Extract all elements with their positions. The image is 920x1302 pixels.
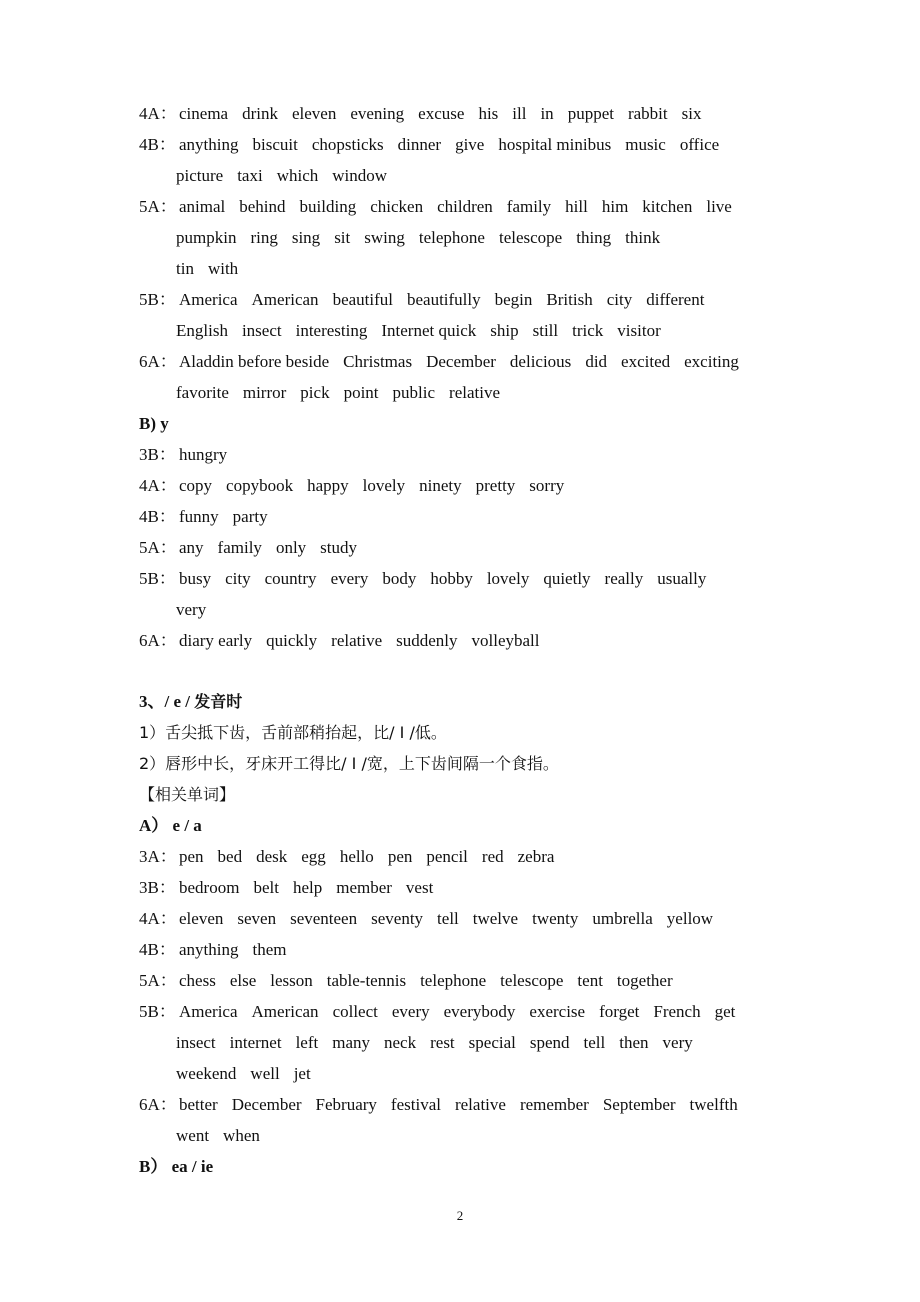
word: building [299, 197, 357, 216]
line-label: 6A： [139, 352, 177, 371]
word: Christmas [343, 352, 413, 371]
word: any [179, 538, 204, 557]
word: drink [242, 104, 278, 123]
word: ninety [419, 476, 462, 495]
word: happy [307, 476, 349, 495]
text-line [176, 383, 820, 414]
word: excuse [418, 104, 465, 123]
note-text: 1）舌尖抵下齿，舌前部稍抬起，比/ I /低。 [139, 723, 447, 742]
word: diary early [179, 631, 253, 650]
word: left [295, 1033, 319, 1052]
word: exercise [529, 1002, 586, 1021]
text-line [139, 104, 820, 135]
word: American [251, 1002, 319, 1021]
word: visitor [617, 321, 661, 340]
word: tent [577, 971, 603, 990]
text-line [139, 290, 820, 321]
word: well [250, 1064, 280, 1083]
word: with [207, 259, 239, 278]
word: chicken [370, 197, 424, 216]
word: his [478, 104, 499, 123]
word: every [391, 1002, 430, 1021]
word: live [706, 197, 732, 216]
word: begin [494, 290, 533, 309]
word: body [382, 569, 417, 588]
word: rabbit [627, 104, 668, 123]
text-line [139, 507, 820, 538]
word: city [606, 290, 633, 309]
word: twelfth [689, 1095, 738, 1114]
line-label: 5B： [139, 569, 176, 588]
line-label: 3、/ e / [139, 692, 190, 711]
line-label: 5A： [139, 538, 177, 557]
word: ship [490, 321, 519, 340]
word: else [229, 971, 257, 990]
word: help [292, 878, 323, 897]
word: busy [179, 569, 212, 588]
text-line [139, 692, 820, 723]
line-label: A） [139, 816, 169, 835]
word: anything [179, 135, 239, 154]
word: member [336, 878, 392, 897]
word: umbrella [592, 909, 653, 928]
text-line [139, 1002, 820, 1033]
text-line [139, 445, 820, 476]
word: beautiful [332, 290, 393, 309]
word: eleven [291, 104, 337, 123]
text-line [139, 476, 820, 507]
word: December [231, 1095, 302, 1114]
word: thing [576, 228, 612, 247]
word: pumpkin [176, 228, 237, 247]
text-line [139, 197, 820, 228]
word: hobby [430, 569, 473, 588]
word: relative [331, 631, 383, 650]
word: anything [179, 940, 239, 959]
text-line [139, 754, 820, 785]
word: neck [384, 1033, 417, 1052]
word: give [455, 135, 485, 154]
word: biscuit [252, 135, 298, 154]
word: pick [300, 383, 330, 402]
word: only [275, 538, 307, 557]
text-line [139, 569, 820, 600]
word: chopsticks [311, 135, 384, 154]
line-label: 4B： [139, 135, 176, 154]
word: copy [179, 476, 213, 495]
word: bedroom [179, 878, 240, 897]
word: spend [529, 1033, 570, 1052]
word: red [481, 847, 504, 866]
line-label: 3B： [139, 878, 176, 897]
word: pencil [426, 847, 468, 866]
word: very [662, 1033, 693, 1052]
word: rest [430, 1033, 455, 1052]
word: sorry [529, 476, 565, 495]
word: party [232, 507, 268, 526]
word: Aladdin before beside [179, 352, 330, 371]
text-line [176, 600, 820, 631]
word: went [176, 1126, 210, 1145]
word: ill [512, 104, 527, 123]
word: tell [437, 909, 459, 928]
word: study [320, 538, 358, 557]
line-label: 5A： [139, 197, 177, 216]
word: forget [599, 1002, 640, 1021]
word: quietly [543, 569, 591, 588]
word: every [330, 569, 369, 588]
text-line [176, 1033, 820, 1064]
word: really [604, 569, 644, 588]
word: egg [301, 847, 326, 866]
word: still [532, 321, 559, 340]
word: everybody [443, 1002, 516, 1021]
word: evening [350, 104, 405, 123]
line-label: 6A： [139, 631, 177, 650]
line-label: 6A： [139, 1095, 177, 1114]
line-label: 4B： [139, 940, 176, 959]
word: city [225, 569, 251, 588]
line-label: 5A： [139, 971, 177, 990]
word: festival [390, 1095, 441, 1114]
word: sit [334, 228, 351, 247]
word: quickly [266, 631, 318, 650]
word: desk [256, 847, 288, 866]
text-line [139, 414, 820, 445]
word: jet [293, 1064, 311, 1083]
word: beautifully [406, 290, 481, 309]
word: seventeen [290, 909, 358, 928]
word: twenty [532, 909, 579, 928]
word: very [176, 600, 207, 619]
line-label: B） [139, 1157, 168, 1176]
line-label: 5B： [139, 1002, 176, 1021]
word: English [176, 321, 228, 340]
word: exciting [684, 352, 739, 371]
text-line [176, 228, 820, 259]
word: kitchen [642, 197, 693, 216]
text-line [139, 816, 820, 847]
line-label: 5B： [139, 290, 176, 309]
word: family [506, 197, 552, 216]
word: public [392, 383, 436, 402]
word: children [437, 197, 493, 216]
word: did [585, 352, 608, 371]
word: then [619, 1033, 649, 1052]
word: taxi [237, 166, 263, 185]
word: office [679, 135, 720, 154]
text-line [176, 1126, 820, 1157]
word: telephone [418, 228, 485, 247]
word: eleven [179, 909, 224, 928]
text-line [139, 135, 820, 166]
word: chess [179, 971, 216, 990]
word: family [217, 538, 262, 557]
word: telescope [500, 971, 564, 990]
text-line [139, 940, 820, 971]
line-label: 4A： [139, 104, 177, 123]
text-line [139, 1157, 820, 1188]
word: Internet quick [381, 321, 477, 340]
word: remember [519, 1095, 589, 1114]
line-label: 4B： [139, 507, 176, 526]
word: puppet [567, 104, 614, 123]
word: pen [179, 847, 204, 866]
word: special [468, 1033, 516, 1052]
word: copybook [226, 476, 294, 495]
word: hospital minibus [498, 135, 612, 154]
word: hill [565, 197, 588, 216]
line-label: 3A： [139, 847, 177, 866]
word: tin [176, 259, 194, 278]
note-text: 发音时 [194, 692, 243, 711]
text-line [176, 166, 820, 197]
word: better [179, 1095, 218, 1114]
word: hungry [179, 445, 228, 464]
text-line [176, 321, 820, 352]
word: get [714, 1002, 736, 1021]
word: picture [176, 166, 224, 185]
text-line [139, 971, 820, 1002]
text-line [139, 1095, 820, 1126]
line-label: 4A： [139, 476, 177, 495]
text-line [139, 909, 820, 940]
line-label: 4A： [139, 909, 177, 928]
word: window [332, 166, 388, 185]
word: delicious [509, 352, 572, 371]
text-line [139, 538, 820, 569]
word: table-tennis [326, 971, 407, 990]
word: lesson [270, 971, 313, 990]
word: cinema [179, 104, 229, 123]
word: yellow [666, 909, 714, 928]
word: twelve [472, 909, 519, 928]
word: when [223, 1126, 260, 1145]
word: volleyball [471, 631, 540, 650]
word: pen [387, 847, 413, 866]
text-line [139, 352, 820, 383]
text-line [139, 785, 820, 816]
word: lovely [362, 476, 406, 495]
word: country [264, 569, 317, 588]
note-text: 2）唇形中长，牙床开工得比/ I /宽，上下齿间隔一个食指。 [139, 754, 559, 773]
note-text: 【相关单词】 [139, 785, 236, 804]
word: suddenly [396, 631, 458, 650]
word: funny [179, 507, 219, 526]
word: different [646, 290, 705, 309]
word: seven [237, 909, 277, 928]
word: point [343, 383, 379, 402]
word: in [540, 104, 554, 123]
word: vest [405, 878, 434, 897]
text-line [176, 1064, 820, 1095]
word: telescope [498, 228, 563, 247]
word: y [160, 414, 169, 433]
word: pretty [475, 476, 516, 495]
word: America [179, 1002, 238, 1021]
word: seventy [371, 909, 424, 928]
word: think [625, 228, 661, 247]
text-line [139, 878, 820, 909]
word: September [602, 1095, 676, 1114]
word: many [332, 1033, 371, 1052]
line-label: 3B： [139, 445, 176, 464]
text-line [139, 631, 820, 662]
word: insect [241, 321, 282, 340]
text-line [176, 259, 820, 290]
word: relative [454, 1095, 506, 1114]
word: February [315, 1095, 377, 1114]
text-line [139, 847, 820, 878]
word: belt [253, 878, 279, 897]
word: usually [657, 569, 707, 588]
word: e / a [172, 816, 202, 835]
word: trick [572, 321, 604, 340]
word: interesting [295, 321, 368, 340]
line-label: B) [139, 414, 156, 433]
word: six [681, 104, 702, 123]
word: December [426, 352, 496, 371]
word: bed [217, 847, 243, 866]
word: him [601, 197, 629, 216]
word: relative [449, 383, 500, 402]
word: zebra [517, 847, 555, 866]
word: favorite [176, 383, 229, 402]
word: together [616, 971, 673, 990]
word: British [546, 290, 593, 309]
word: French [653, 1002, 701, 1021]
word: behind [239, 197, 286, 216]
word: excited [621, 352, 671, 371]
text-line [139, 723, 820, 754]
word: lovely [486, 569, 530, 588]
word: mirror [242, 383, 287, 402]
word: swing [364, 228, 405, 247]
word: animal [179, 197, 226, 216]
word: music [625, 135, 666, 154]
word: American [251, 290, 319, 309]
word: weekend [176, 1064, 237, 1083]
page-number: 2 [456, 1208, 464, 1223]
word: ring [250, 228, 278, 247]
word: hello [339, 847, 374, 866]
word: America [179, 290, 238, 309]
word: which [276, 166, 319, 185]
word: insect [176, 1033, 216, 1052]
word: ea / ie [171, 1157, 214, 1176]
word: sing [291, 228, 321, 247]
word: telephone [420, 971, 487, 990]
word: internet [229, 1033, 282, 1052]
word: dinner [397, 135, 442, 154]
word: collect [332, 1002, 378, 1021]
word: them [252, 940, 287, 959]
word: tell [583, 1033, 606, 1052]
